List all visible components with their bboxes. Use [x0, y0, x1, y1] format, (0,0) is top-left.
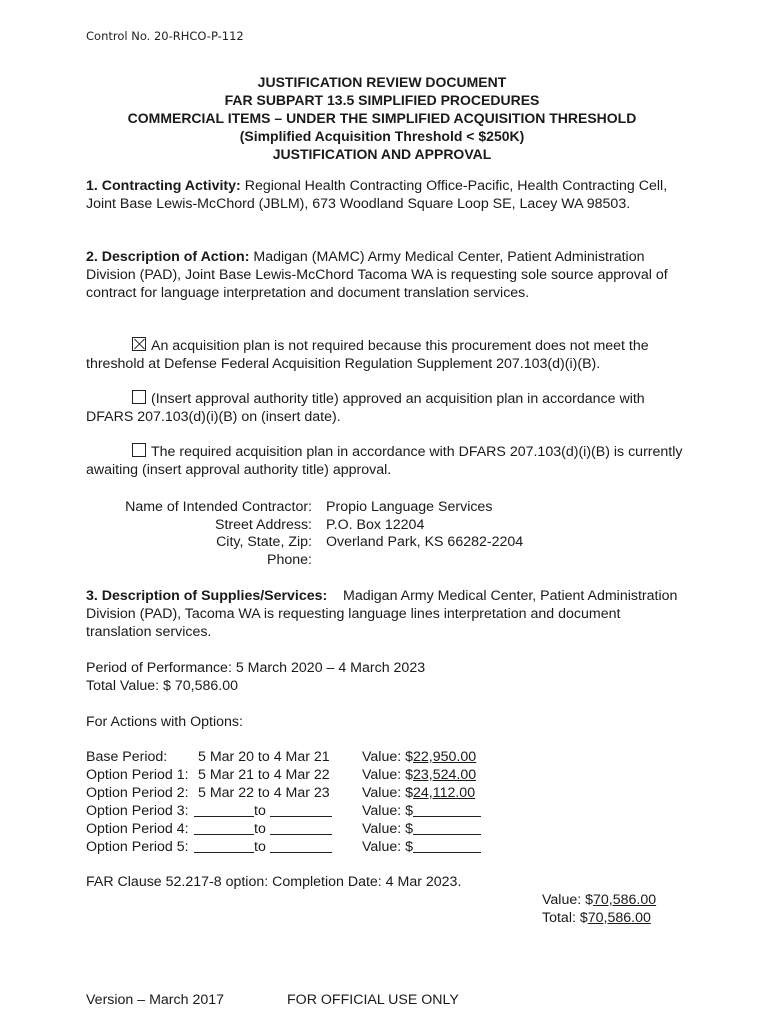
period-label: Option Period 1:: [86, 767, 189, 783]
city-state-zip-label: City, State, Zip:: [216, 534, 312, 550]
period-value: [362, 838, 481, 856]
section-text: Madigan Army Medical Center, Patient Administration Division (PAD), Tacoma WA is requesting language lines interpretation and document translation services.: [86, 588, 682, 640]
footer-marking: FOR OFFICIAL USE ONLY: [287, 992, 459, 1008]
period-label: Option Period 2:: [86, 785, 189, 801]
value-amount: 70,586.00: [593, 892, 657, 908]
value-amount: 24,112.00: [413, 785, 476, 801]
period-label: Option Period 3:: [86, 803, 189, 819]
checkbox-item-2: [86, 390, 686, 426]
total-amount: 70,586.00: [587, 910, 651, 926]
to-text: to: [254, 803, 266, 819]
value-amount: 22,950.00: [413, 749, 477, 765]
period-dates: 5 Mar 20 to 4 Mar 21: [198, 749, 330, 765]
phone-label: Phone:: [267, 552, 312, 568]
description-of-action: [86, 248, 686, 302]
checkbox-unchecked[interactable]: [132, 390, 146, 404]
period-value: [362, 784, 475, 802]
period-value: [362, 748, 476, 766]
section-heading: 1. Contracting Activity:: [86, 178, 241, 194]
period-dates-blank: [194, 802, 332, 820]
blank-line[interactable]: [270, 839, 332, 853]
period-of-performance: Period of Performance: 5 March 2020 – 4 March 2023: [86, 660, 426, 676]
street-address-label: Street Address:: [215, 517, 312, 533]
value-label: Value: $: [362, 839, 414, 855]
total-value: Total Value: $ 70,586.00: [86, 678, 238, 694]
title-line: JUSTIFICATION AND APPROVAL: [272, 146, 492, 162]
description-of-supplies: [86, 587, 686, 641]
title-line: (Simplified Acquisition Threshold < $250K): [239, 128, 525, 144]
far-clause: FAR Clause 52.217-8 option: Completion Date: 4 Mar 2023.: [86, 874, 462, 890]
value-label: Value: $: [362, 785, 414, 801]
period-label: Option Period 4:: [86, 821, 189, 837]
blank-line[interactable]: [413, 803, 481, 817]
period-label: Option Period 5:: [86, 839, 189, 855]
to-text: to: [254, 839, 266, 855]
blank-line[interactable]: [270, 821, 332, 835]
section-heading: 3. Description of Supplies/Services:: [86, 588, 328, 604]
checkbox-checked[interactable]: [132, 337, 146, 351]
period-dates-blank: [194, 820, 332, 838]
section-text: Madigan (MAMC) Army Medical Center, Patient Administration Division (PAD), Joint Base Lewis-McChord Tacoma WA is requesting sole source approval of contract for language interpretation and document translation services.: [86, 249, 668, 301]
blank-line[interactable]: [194, 803, 254, 817]
checkbox-text: An acquisition plan is not required because this procurement does not meet the threshold at Defense Federal Acquisition Regulation Supplement 207.103(d)(i)(B).: [86, 338, 649, 372]
title-line: FAR SUBPART 13.5 SIMPLIFIED PROCEDURES: [224, 92, 540, 108]
blank-line[interactable]: [194, 839, 254, 853]
value-label: Value: $: [362, 767, 414, 783]
control-number: Control No. 20-RHCO-P-112: [86, 29, 244, 43]
section-text: Regional Health Contracting Office-Pacific, Health Contracting Cell, Joint Base Lewis-McChord (JBLM), 673 Woodland Square Loop SE, Lacey WA 98503.: [86, 178, 668, 212]
checkbox-unchecked[interactable]: [132, 443, 146, 457]
summary-total: [542, 909, 651, 927]
summary-value: [542, 891, 656, 909]
contractor-name-label: Name of Intended Contractor:: [125, 499, 312, 515]
footer-version: Version – March 2017: [86, 992, 225, 1008]
period-value: [362, 766, 476, 784]
blank-line[interactable]: [413, 821, 481, 835]
street-address: P.O. Box 12204: [326, 517, 425, 533]
period-label: Base Period:: [86, 749, 168, 765]
checkbox-text: (Insert approval authority title) approved an acquisition plan in accordance with DFARS 207.103(d)(i)(B) on (insert date).: [86, 391, 645, 425]
total-label: Total: $: [542, 910, 588, 926]
to-text: to: [254, 821, 266, 837]
options-heading: For Actions with Options:: [86, 714, 243, 730]
period-value: [362, 820, 481, 838]
document-title: [86, 73, 678, 163]
contractor-name: Propio Language Services: [326, 499, 493, 515]
value-label: Value: $: [362, 803, 414, 819]
title-line: COMMERCIAL ITEMS – UNDER THE SIMPLIFIED ACQUISITION THRESHOLD: [127, 110, 637, 126]
blank-line[interactable]: [194, 821, 254, 835]
blank-line[interactable]: [413, 839, 481, 853]
contracting-activity: [86, 177, 686, 213]
blank-line[interactable]: [270, 803, 332, 817]
value-amount: 23,524.00: [413, 767, 477, 783]
period-value: [362, 802, 481, 820]
title-line: JUSTIFICATION REVIEW DOCUMENT: [257, 74, 507, 90]
section-heading: 2. Description of Action:: [86, 249, 250, 265]
value-label: Value: $: [362, 749, 414, 765]
value-label: Value: $: [362, 821, 414, 837]
period-dates: 5 Mar 22 to 4 Mar 23: [198, 785, 330, 801]
period-dates-blank: [194, 838, 332, 856]
city-state-zip: Overland Park, KS 66282-2204: [326, 534, 524, 550]
checkbox-item-1: [86, 337, 686, 373]
period-dates: 5 Mar 21 to 4 Mar 22: [198, 767, 330, 783]
checkbox-text: The required acquisition plan in accordance with DFARS 207.103(d)(i)(B) is currently awaiting (insert approval authority title) approval.: [86, 444, 683, 478]
value-label: Value: $: [542, 892, 594, 908]
checkbox-item-3: [86, 443, 686, 479]
